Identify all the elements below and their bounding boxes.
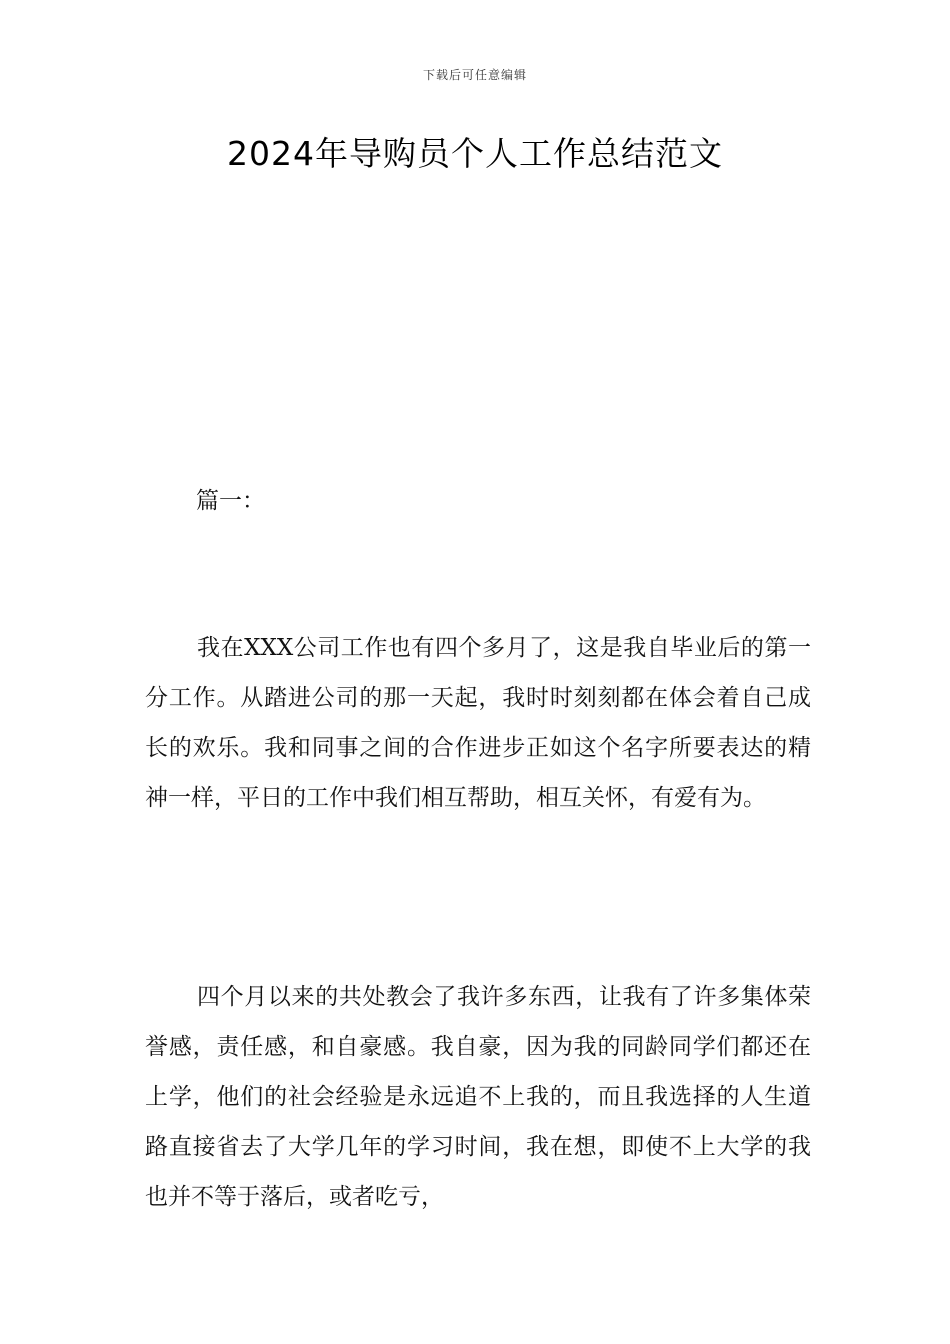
section-label: 篇一： <box>196 488 265 514</box>
paragraph: 我在XXX公司工作也有四个多月了，这是我自毕业后的第一分工作。从踏进公司的那一天起，我时时刻刻都在体会着自己成长的欢乐。我和同事之间的合作进步正如这个名字所要表达的精神一样，平日的工作中我们相互帮助，相互关怀，有爱有为。 <box>145 635 811 811</box>
paragraph: 四个月以来的共处教会了我许多东西，让我有了许多集体荣誉感，责任感，和自豪感。我自豪，因为我的同龄同学们都还在上学，他们的社会经验是永远追不上我的，而且我选择的人生道路直接省去了大学几年的学习时间，我在想，即使不上大学的我也并不等于落后，或者吃亏， <box>145 984 811 1210</box>
document-title: 2024年导购员个人工作总结范文 <box>227 134 723 173</box>
header-note: 下载后可任意编辑 <box>422 68 527 82</box>
